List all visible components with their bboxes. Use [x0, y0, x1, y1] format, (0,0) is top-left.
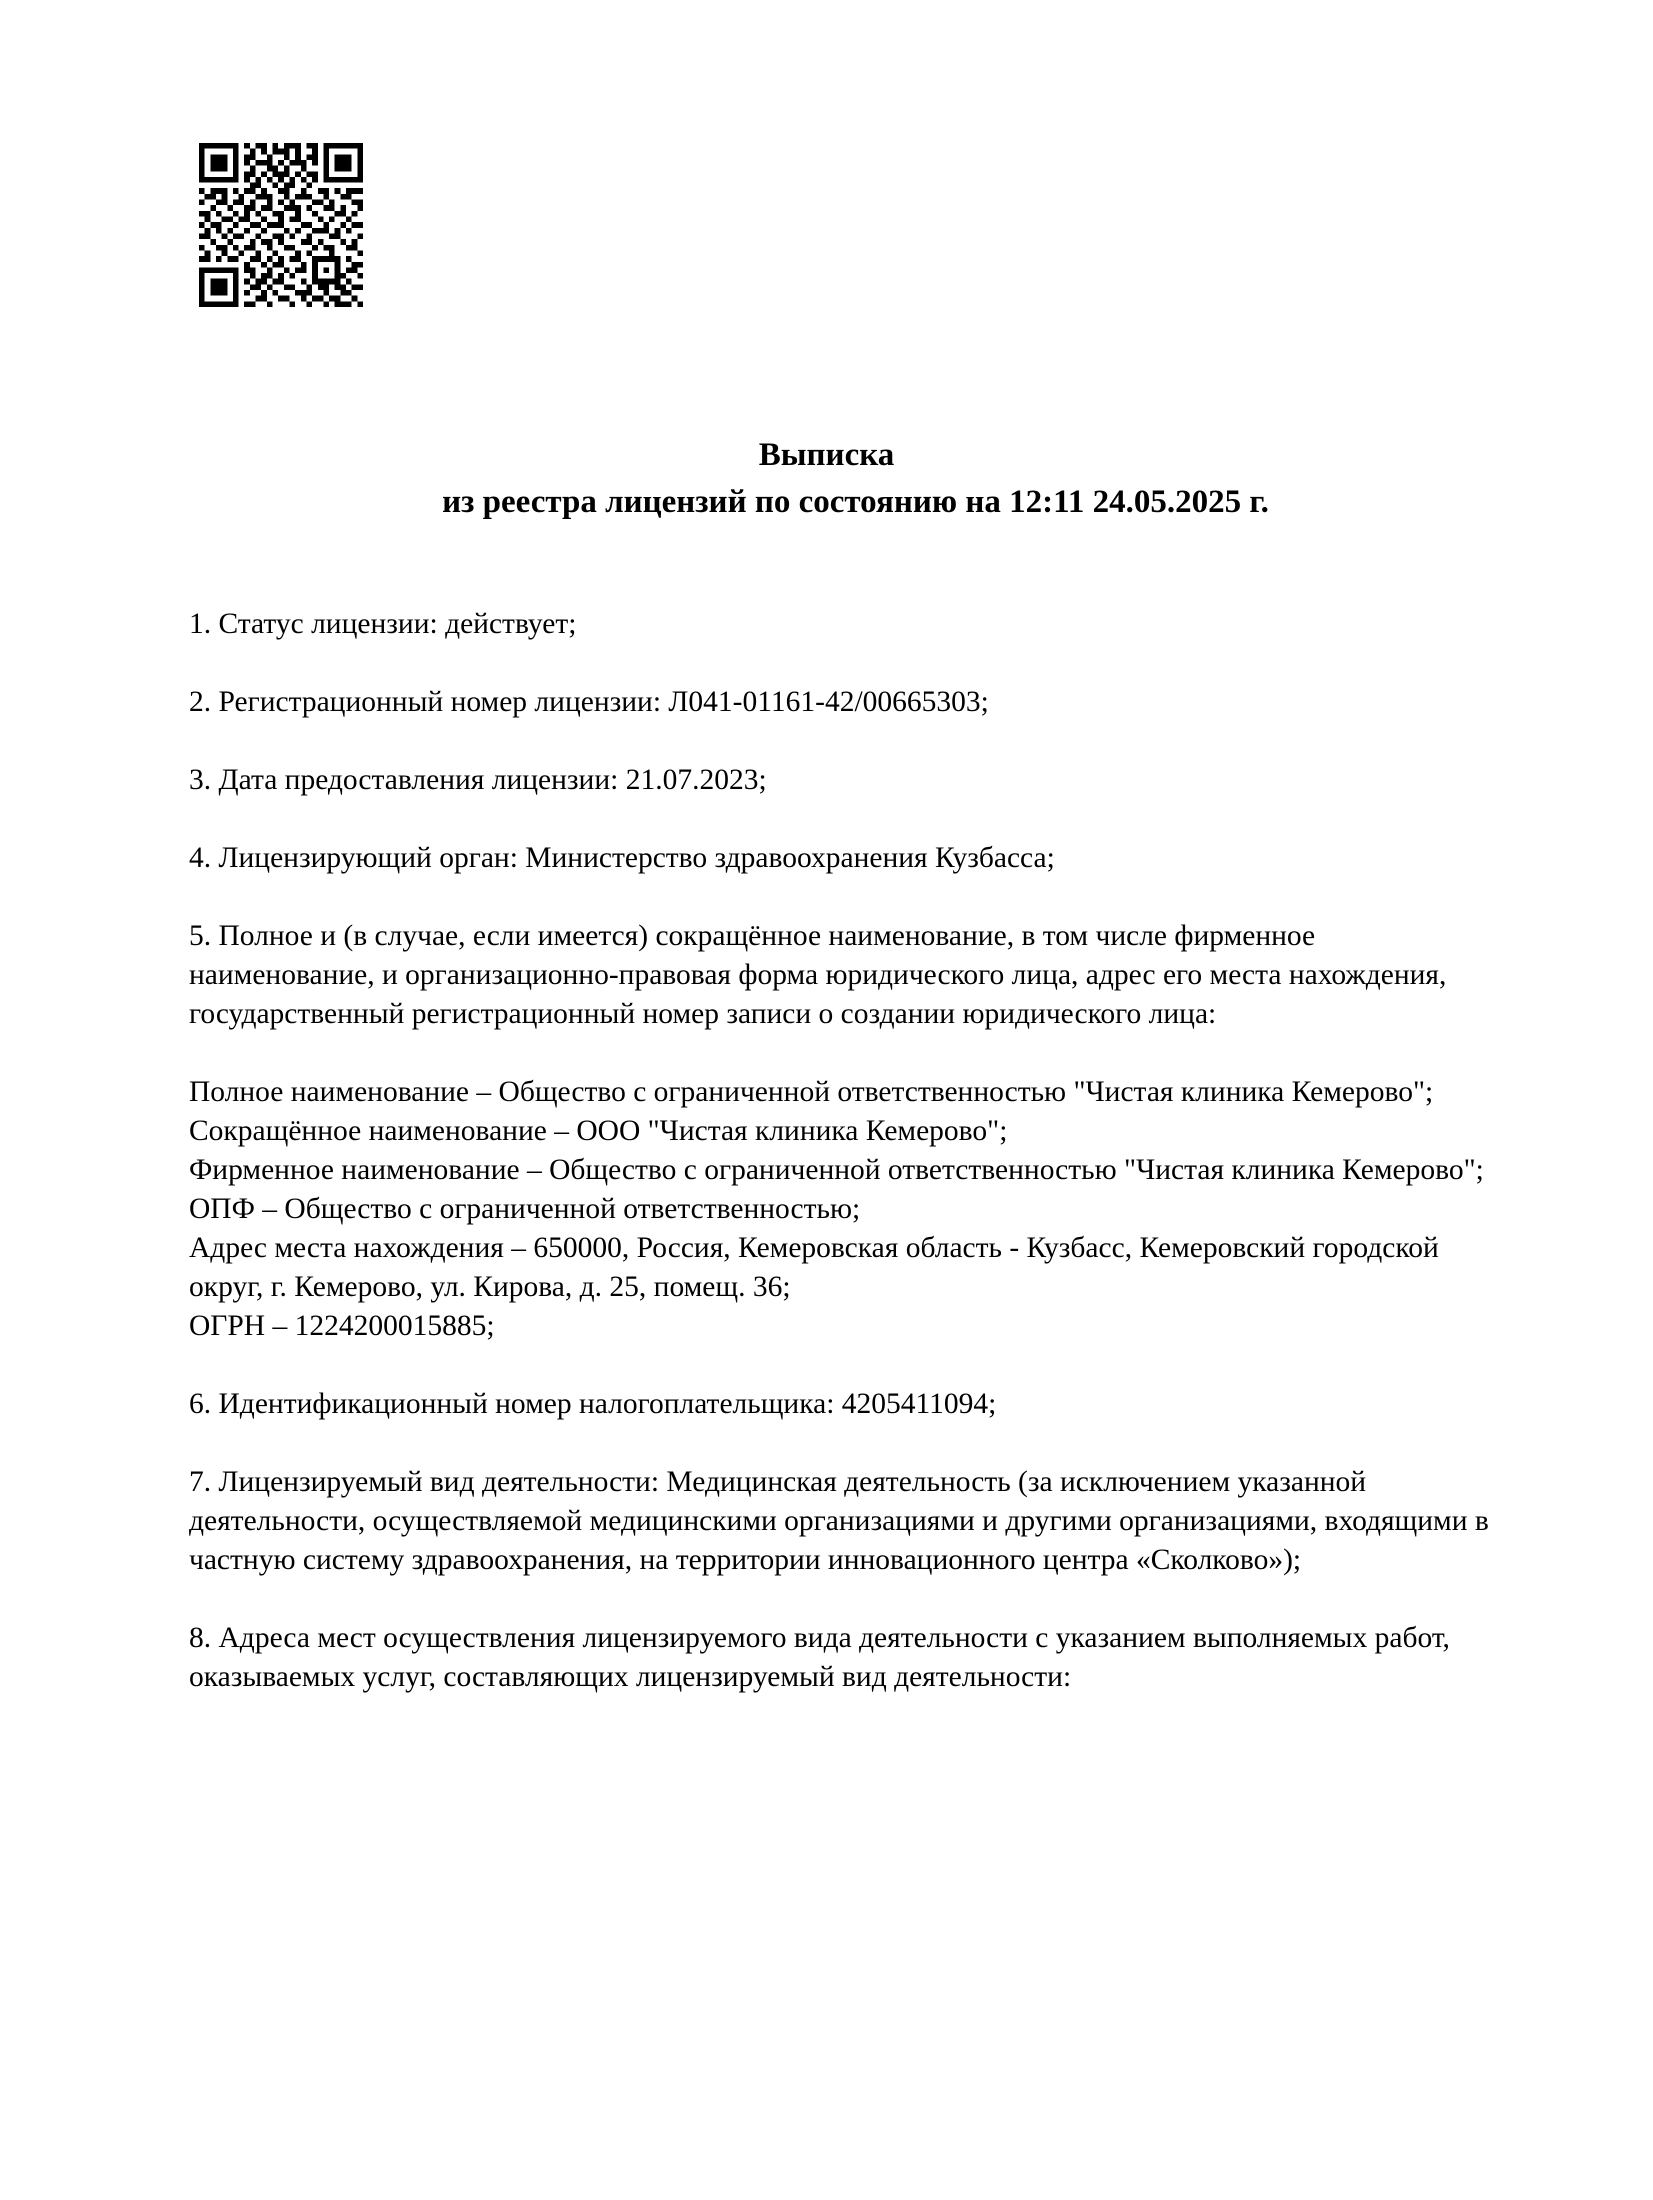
document-subtitle: из реестра лицензий по состоянию на 12:11 24.05.2025 г. [442, 484, 1269, 520]
licensing-authority: 4. Лицензирующий орган: Министерство здравоохранения Кузбасса; [189, 842, 1055, 874]
document-title: Выписка [758, 437, 895, 473]
qr-code [199, 143, 363, 307]
organization-address: Адрес места нахождения – 650000, Россия, Кемеровская область - Кузбасс, Кемеровский городской округ, г. Кемерово, ул. Кирова, д. 25, помещ. 36; [189, 1232, 1439, 1303]
qr-code-icon [199, 143, 363, 307]
organization-short-name: Сокращённое наименование – ООО "Чистая клиника Кемерово"; [189, 1115, 1008, 1147]
document-header [189, 432, 1464, 526]
license-registration-number: 2. Регистрационный номер лицензии: Л041-01161-42/00665303; [189, 686, 989, 718]
organization-full-name: Полное наименование – Общество с ограниченной ответственностью "Чистая клиника Кемерово"; [189, 1076, 1434, 1108]
organization-names-heading: 5. Полное и (в случае, если имеется) сокращённое наименование, в том числе фирменное наименование, и организационно-правовая форма юридического лица, адрес его места нахождения, государственный регистрационный номер записи о создании юридического лица: [189, 920, 1447, 1030]
organization-details [189, 1073, 1499, 1346]
license-status: 1. Статус лицензии: действует; [189, 608, 577, 640]
organization-legal-form: ОПФ – Общество с ограниченной ответственностью; [189, 1193, 861, 1225]
licensed-activity: 7. Лицензируемый вид деятельности: Медицинская деятельность (за исключением указанной деятельности, осуществляемой медицинскими организациями и другими организациями, входящими в частную систему здравоохранения, на территории инновационного центра «Сколково»); [189, 1466, 1489, 1576]
taxpayer-id: 6. Идентификационный номер налогоплательщика: 4205411094; [189, 1388, 997, 1420]
document-body [189, 605, 1499, 1736]
organization-brand-name: Фирменное наименование – Общество с ограниченной ответственностью "Чистая клиника Кемерово"; [189, 1154, 1484, 1186]
organization-ogrn: ОГРН – 1224200015885; [189, 1310, 495, 1342]
activity-addresses-heading: 8. Адреса мест осуществления лицензируемого вида деятельности с указанием выполняемых работ, оказываемых услуг, составляющих лицензируемый вид деятельности: [189, 1622, 1450, 1693]
license-issue-date: 3. Дата предоставления лицензии: 21.07.2023; [189, 764, 767, 796]
